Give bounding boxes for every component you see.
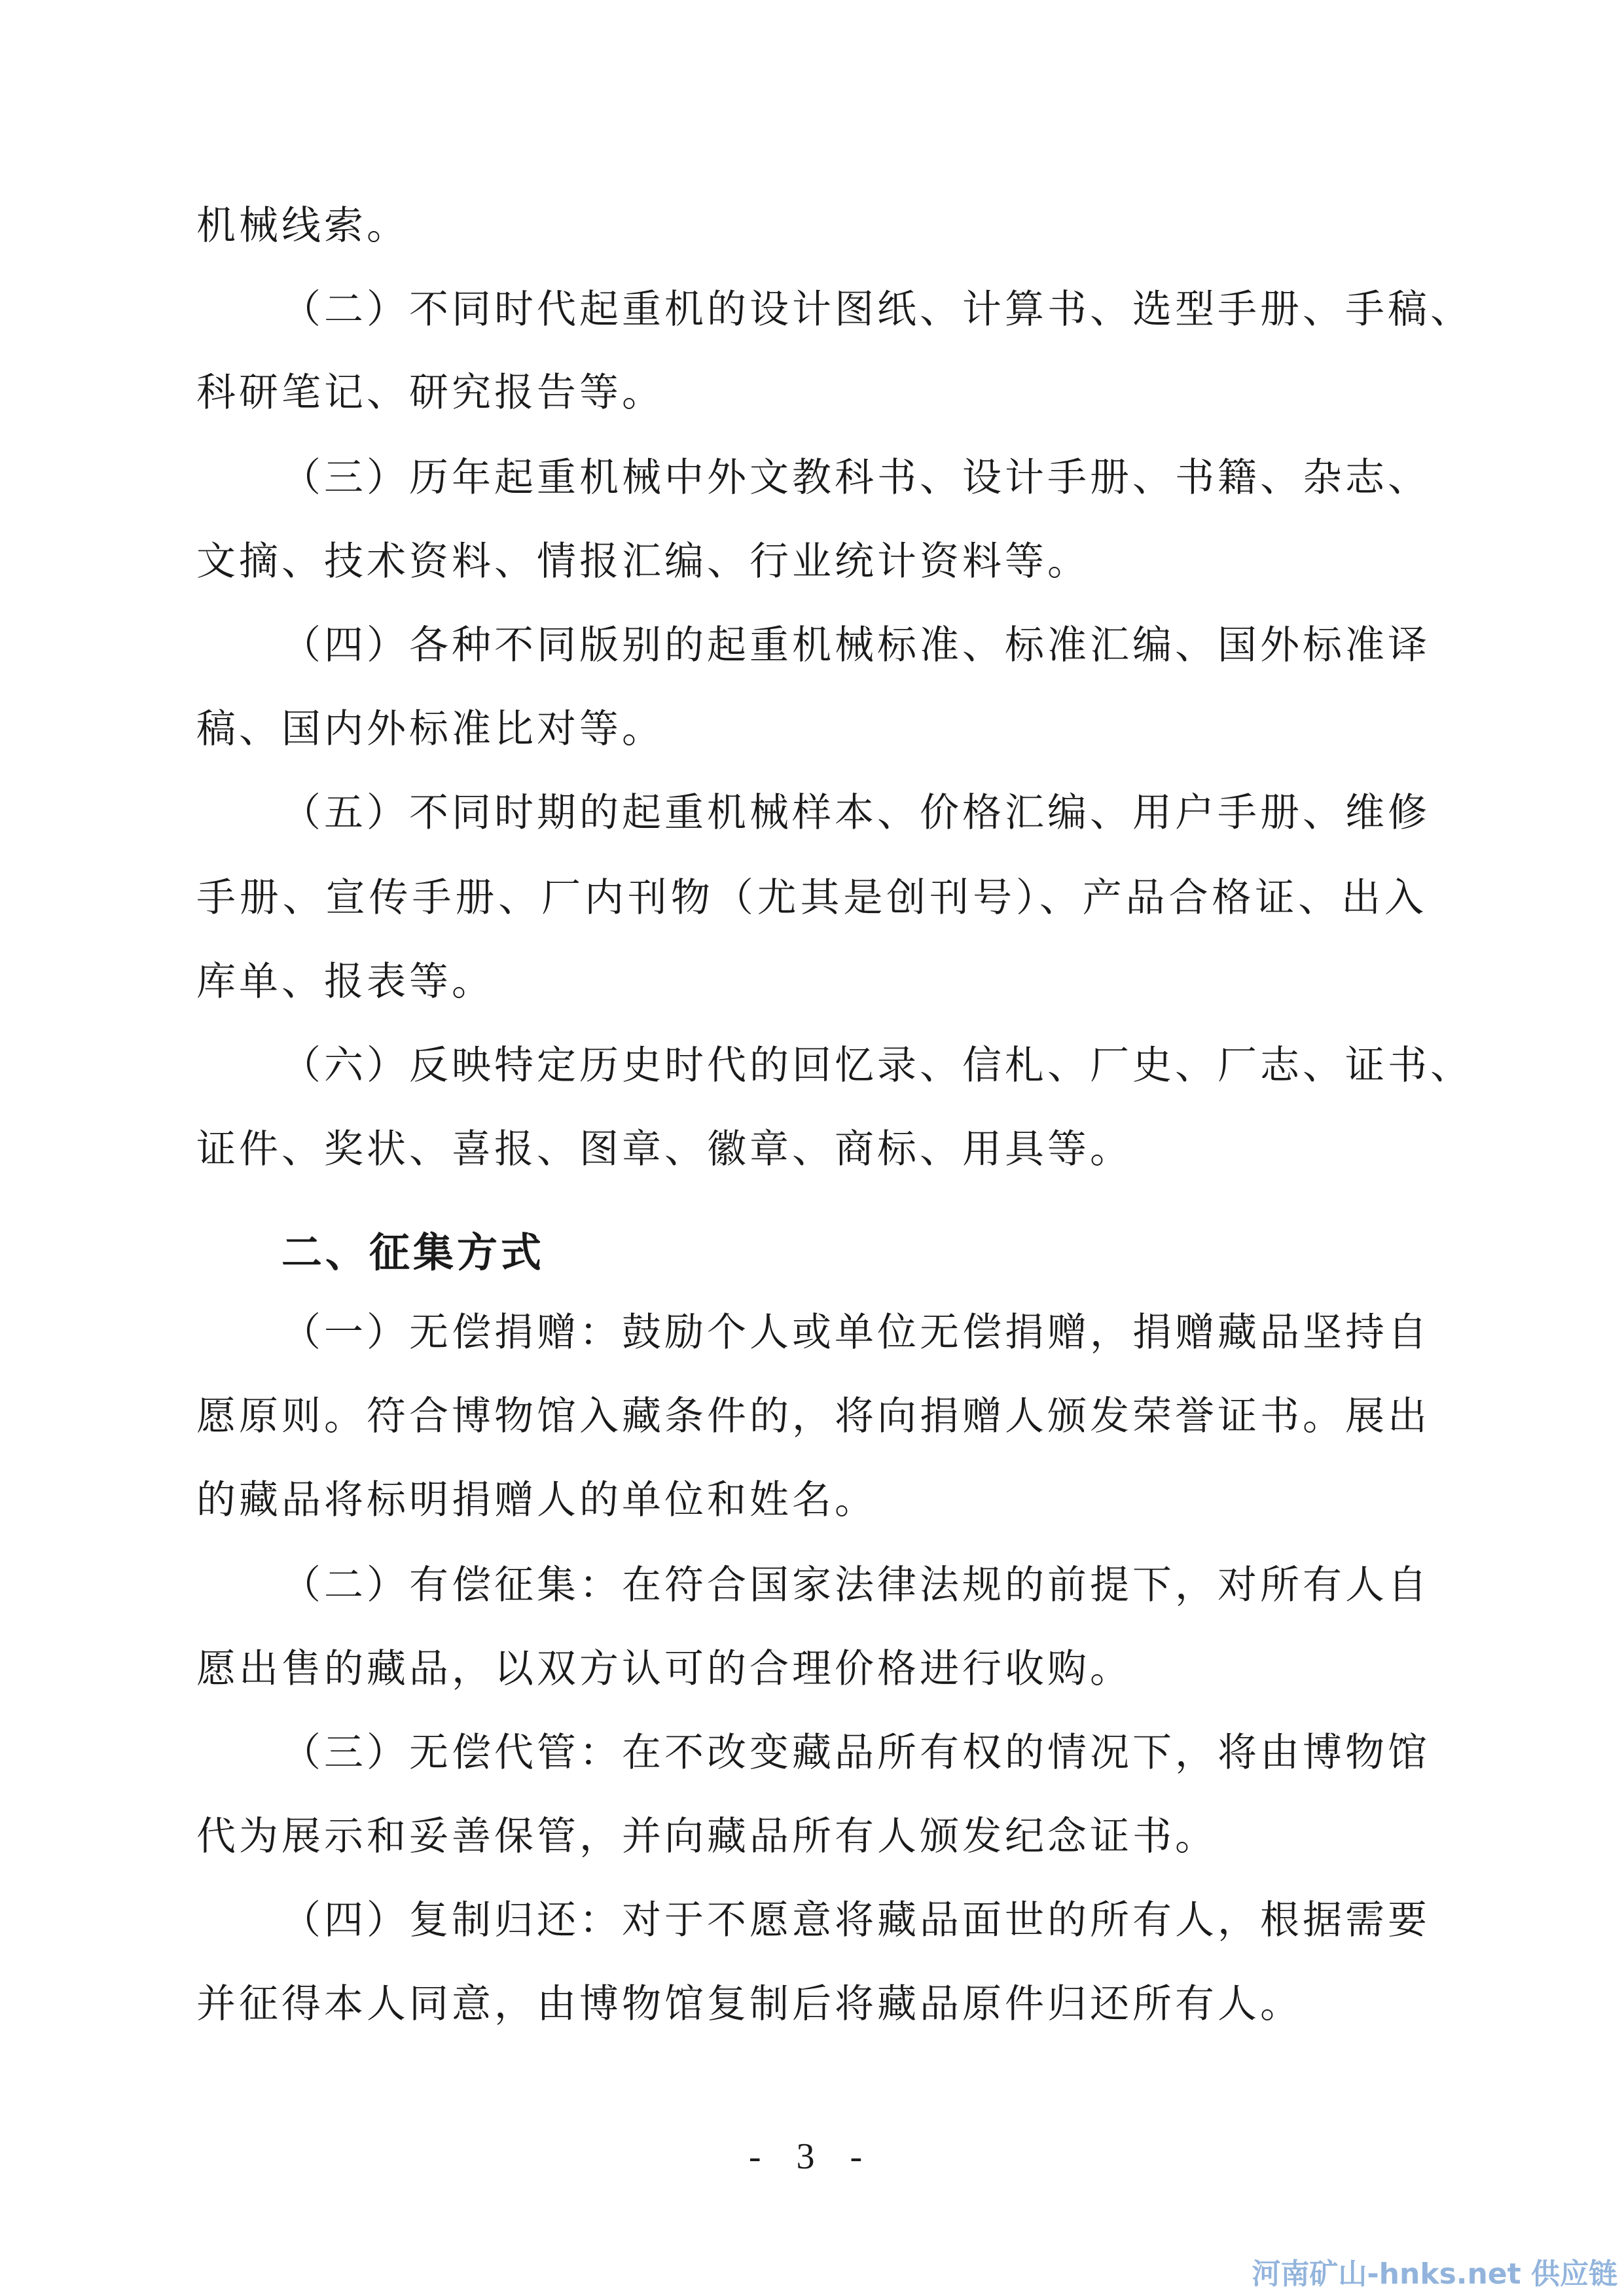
body-text-line: 科研笔记、研究报告等。: [196, 370, 664, 416]
body-text-line: 机械线索。: [196, 203, 409, 249]
body-text-line: 愿出售的藏品，以双方认可的合理价格进行收购。: [196, 1646, 1132, 1692]
body-text-line: （一）无偿捐赠：鼓励个人或单位无偿捐赠，捐赠藏品坚持自: [281, 1310, 1430, 1355]
body-text-line: 稿、国内外标准比对等。: [196, 706, 664, 752]
section-heading: 二、征集方式: [281, 1229, 545, 1276]
body-text-line: 证件、奖状、喜报、图章、徽章、商标、用具等。: [196, 1126, 1132, 1172]
body-text-line: （四）复制归还：对于不愿意将藏品面世的所有人，根据需要: [281, 1897, 1430, 1943]
body-text-line: （三）历年起重机械中外文教科书、设计手册、书籍、杂志、: [281, 455, 1430, 501]
body-text-line: 并征得本人同意，由博物馆复制后将藏品原件归还所有人。: [196, 1981, 1303, 2027]
watermark: 河南矿山-hnks.net 供应链: [1252, 2257, 1617, 2291]
body-text-line: 手册、宣传手册、厂内刊物（尤其是创刊号）、产品合格证、出入: [196, 875, 1427, 921]
page-number: - 3 -: [748, 2136, 876, 2177]
body-text-line: （三）无偿代管：在不改变藏品所有权的情况下，将由博物馆: [281, 1730, 1430, 1776]
body-text-line: 愿原则。符合博物馆入藏条件的，将向捐赠人颁发荣誉证书。展出: [196, 1393, 1430, 1439]
body-text-line: 文摘、技术资料、情报汇编、行业统计资料等。: [196, 539, 1090, 584]
body-text-line: 代为展示和妥善保管，并向藏品所有人颁发纪念证书。: [196, 1814, 1218, 1859]
body-text-line: 库单、报表等。: [196, 959, 494, 1005]
body-text-line: （六）反映特定历史时代的回忆录、信札、厂史、厂志、证书、: [281, 1043, 1473, 1088]
body-text-line: （五）不同时期的起重机械样本、价格汇编、用户手册、维修: [281, 790, 1430, 836]
body-text-line: （二）有偿征集：在符合国家法律法规的前提下，对所有人自: [281, 1562, 1430, 1608]
body-text-line: 的藏品将标明捐赠人的单位和姓名。: [196, 1477, 877, 1523]
body-text-line: （二）不同时代起重机的设计图纸、计算书、选型手册、手稿、: [281, 287, 1473, 332]
body-text-line: （四）各种不同版别的起重机械标准、标准汇编、国外标准译: [281, 622, 1430, 668]
